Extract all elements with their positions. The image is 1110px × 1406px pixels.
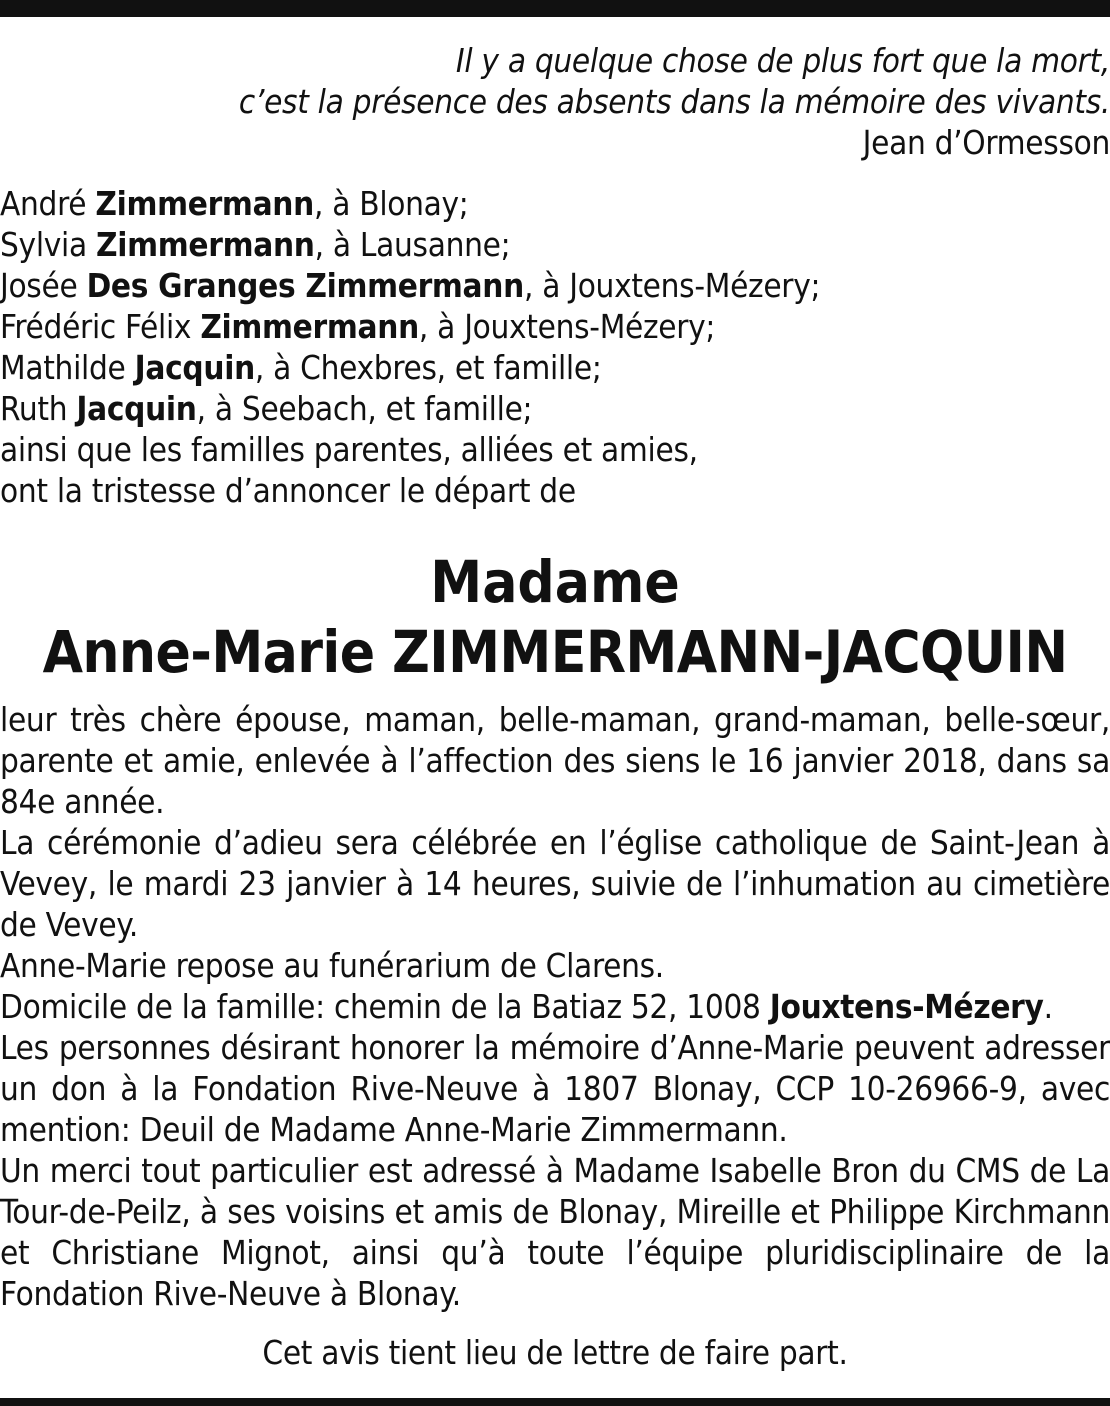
body-paragraph: leur très chère épouse, maman, belle-maman, grand-maman, belle-sœur, parente et amie, enlevée à l’affection des siens le 16 janvier 2018, dans sa 84e année. [0, 700, 1110, 821]
quote-line-1: Il y a quelque chose de plus fort que la mort, [455, 41, 1110, 80]
family-list [0, 183, 1110, 511]
address-locality: Jouxtens-Mézery [769, 987, 1044, 1026]
family-member: André Zimmermann, à Blonay; [0, 184, 469, 223]
family-member: Frédéric Félix Zimmermann, à Jouxtens-Mézery; [0, 307, 716, 346]
body-paragraph: La cérémonie d’adieu sera célébrée en l’église catholique de Saint-Jean à Vevey, le mardi 23 janvier à 14 heures, suivie de l’inhumation au cimetière de Vevey. [0, 823, 1110, 944]
deceased-title: Madame [430, 548, 680, 616]
family-tail-line: ainsi que les familles parentes, alliées et amies, [0, 430, 698, 469]
family-surname: Jacquin [76, 389, 197, 428]
body-paragraph: Anne-Marie repose au funérarium de Clarens. [0, 946, 664, 985]
family-surname: Jacquin [134, 348, 255, 387]
closing-note: Cet avis tient lieu de lettre de faire part. [262, 1333, 848, 1372]
family-surname: Des Granges Zimmermann [86, 266, 524, 305]
family-member: Sylvia Zimmermann, à Lausanne; [0, 225, 511, 264]
epigraph-quote [0, 40, 1110, 163]
family-member: Josée Des Granges Zimmermann, à Jouxtens-Mézery; [0, 266, 821, 305]
bottom-rule [0, 1398, 1110, 1406]
deceased-heading [0, 547, 1110, 687]
deceased-name: Anne-Marie ZIMMERMANN-JACQUIN [42, 618, 1068, 686]
notice-body [0, 699, 1110, 1314]
quote-line-2: c’est la présence des absents dans la mémoire des vivants. [238, 82, 1110, 121]
death-notice [0, 40, 1110, 1373]
family-surname: Zimmermann [95, 184, 314, 223]
quote-author: Jean d’Ormesson [862, 123, 1110, 162]
family-surname: Zimmermann [200, 307, 419, 346]
family-surname: Zimmermann [96, 225, 315, 264]
family-member: Ruth Jacquin, à Seebach, et famille; [0, 389, 533, 428]
body-paragraph: Un merci tout particulier est adressé à Madame Isabelle Bron du CMS de La Tour-de-Peilz, à ses voisins et amis de Blonay, Mireille et Philippe Kirchmann et Christiane Mignot, ainsi qu’à toute l’équipe pluridisciplinaire de la Fondation Rive-Neuve à Blonay. [0, 1151, 1110, 1313]
body-paragraph: Les personnes désirant honorer la mémoire d’Anne-Marie peuvent adresser un don à la Fondation Rive-Neuve à 1807 Blonay, CCP 10-26966-9, avec mention: Deuil de Madame Anne-Marie Zimmermann. [0, 1028, 1110, 1149]
family-member: Mathilde Jacquin, à Chexbres, et famille; [0, 348, 602, 387]
family-address: Domicile de la famille: chemin de la Batiaz 52, 1008 Jouxtens-Mézery. [0, 987, 1053, 1026]
top-rule [0, 0, 1110, 17]
family-tail-line: ont la tristesse d’annoncer le départ de [0, 471, 576, 510]
